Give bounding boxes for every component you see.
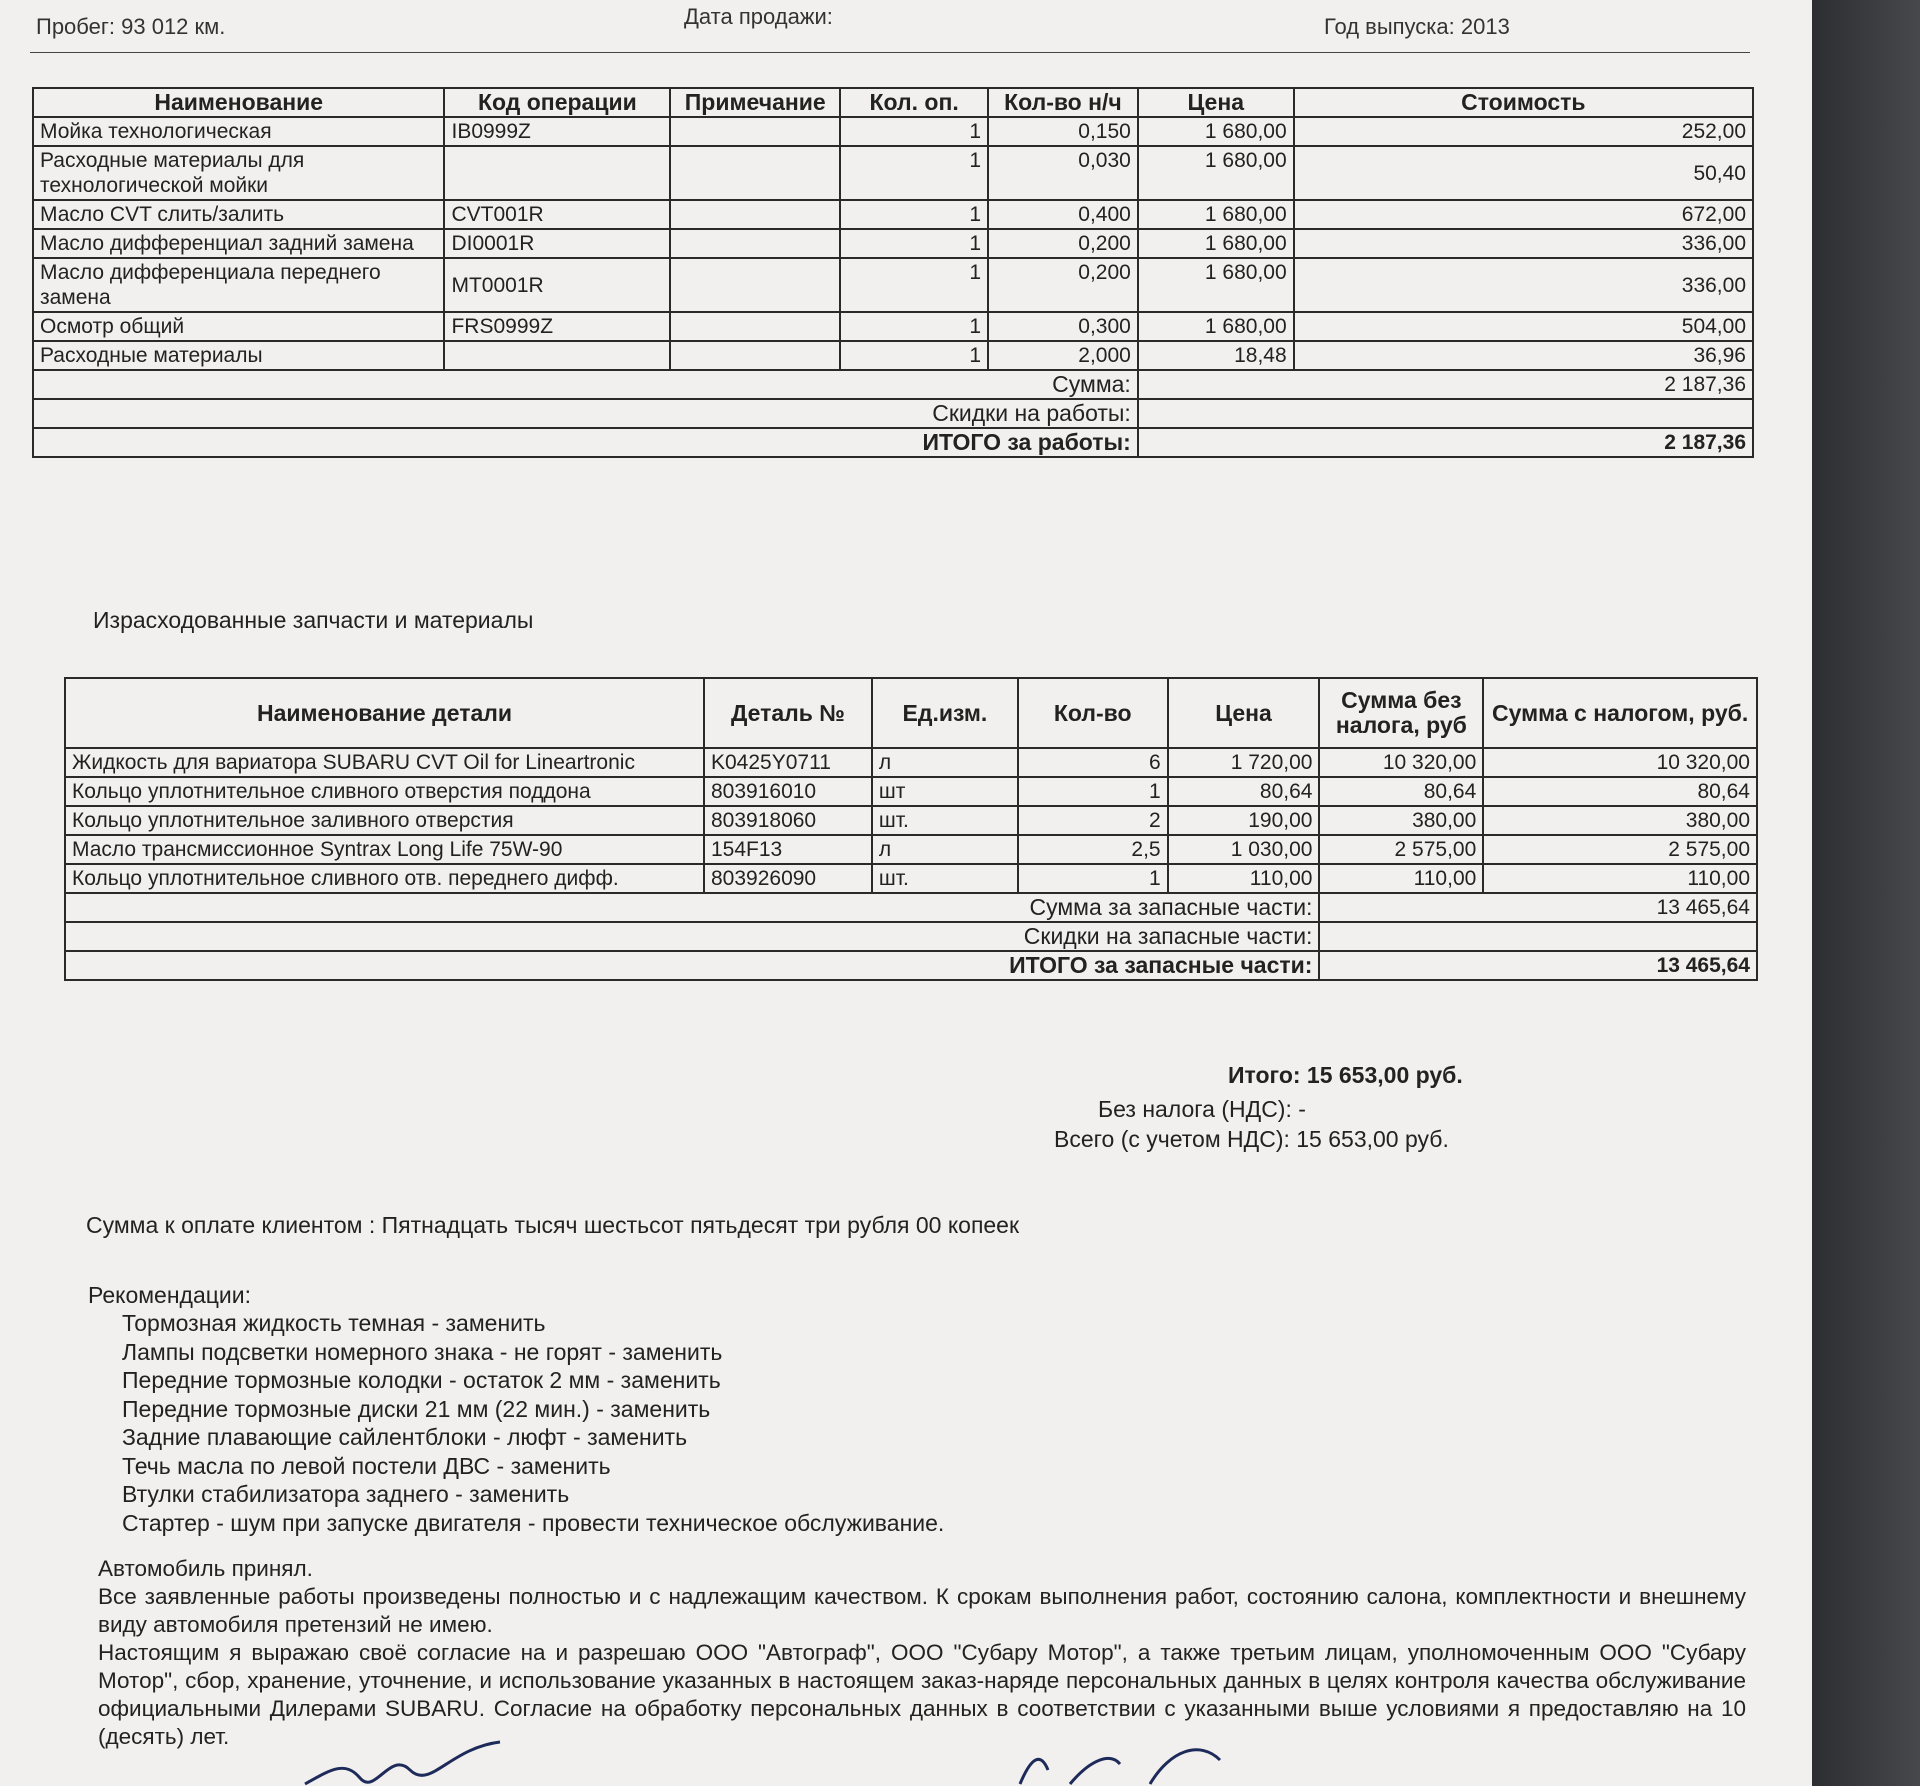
works-discount-row — [33, 399, 1753, 428]
cell-code — [444, 341, 670, 370]
cell-ops: 1 — [840, 229, 988, 258]
works-discount-label: Скидки на работы: — [33, 399, 1138, 428]
list-item: Передние тормозные колодки - остаток 2 мм - заменить — [122, 1367, 721, 1393]
cell-price: 1 680,00 — [1138, 117, 1294, 146]
cell-price: 1 680,00 — [1138, 229, 1294, 258]
table-row — [33, 117, 1753, 146]
cell-code: MT0001R — [444, 258, 670, 312]
table-row — [65, 835, 1757, 864]
cell-ops: 1 — [840, 200, 988, 229]
list-item: Задние плавающие сайлентблоки - люфт - заменить — [122, 1424, 688, 1450]
col-qty: Кол-во — [1018, 678, 1168, 748]
cell-name: Масло трансмиссионное Syntrax Long Life 75W-90 — [65, 835, 704, 864]
cell-gross: 110,00 — [1483, 864, 1757, 893]
cell-gross: 10 320,00 — [1483, 748, 1757, 777]
acceptance-block — [98, 1555, 1746, 1751]
col-name: Наименование — [33, 88, 444, 117]
col-cost: Стоимость — [1294, 88, 1753, 117]
cell-name: Мойка технологическая — [33, 117, 444, 146]
cell-ops: 1 — [840, 146, 988, 200]
cell-net: 110,00 — [1319, 864, 1483, 893]
list-item: Втулки стабилизатора заднего - заменить — [122, 1481, 570, 1507]
works-total-row — [33, 428, 1753, 457]
payment-amount-text: Сумма к оплате клиентом : Пятнадцать тысяч шестьсот пятьдесят три рубля 00 копеек — [86, 1212, 1020, 1238]
cell-price: 18,48 — [1138, 341, 1294, 370]
works-sum-row — [33, 370, 1753, 399]
table-row — [33, 229, 1753, 258]
table-row — [33, 258, 1753, 312]
parts-sum-row — [65, 893, 1757, 922]
cell-net: 10 320,00 — [1319, 748, 1483, 777]
cell-hours: 2,000 — [988, 341, 1138, 370]
cell-ops: 1 — [840, 312, 988, 341]
cell-hours: 0,200 — [988, 258, 1138, 312]
cell-hours: 0,400 — [988, 200, 1138, 229]
cell-cost: 252,00 — [1294, 117, 1753, 146]
cell-qty: 2 — [1018, 806, 1168, 835]
cell-price: 80,64 — [1168, 777, 1320, 806]
cell-name: Кольцо уплотнительное заливного отверстия — [65, 806, 704, 835]
parts-table — [64, 677, 1758, 981]
cell-note — [670, 312, 840, 341]
parts-header-row — [65, 678, 1757, 748]
cell-code — [444, 146, 670, 200]
cell-cost: 336,00 — [1294, 229, 1753, 258]
parts-sum-value: 13 465,64 — [1319, 893, 1757, 922]
background-surface — [1812, 0, 1920, 1786]
cell-hours: 0,200 — [988, 229, 1138, 258]
cell-part-no: 803916010 — [704, 777, 872, 806]
cell-name: Осмотр общий — [33, 312, 444, 341]
cell-hours: 0,300 — [988, 312, 1138, 341]
acceptance-title: Автомобиль принял. — [98, 1556, 313, 1581]
parts-total-label: ИТОГО за запасные части: — [65, 951, 1319, 980]
cell-price: 1 680,00 — [1138, 146, 1294, 200]
cell-code: FRS0999Z — [444, 312, 670, 341]
cell-qty: 6 — [1018, 748, 1168, 777]
cell-cost: 336,00 — [1294, 258, 1753, 312]
cell-part-no: 154F13 — [704, 835, 872, 864]
table-row — [65, 864, 1757, 893]
cell-part-no: K0425Y0711 — [704, 748, 872, 777]
parts-total-value: 13 465,64 — [1319, 951, 1757, 980]
cell-code: DI0001R — [444, 229, 670, 258]
col-code: Код операции — [444, 88, 670, 117]
cell-price: 190,00 — [1168, 806, 1320, 835]
cell-cost: 504,00 — [1294, 312, 1753, 341]
col-gross: Сумма с налогом, руб. — [1483, 678, 1757, 748]
cell-price: 1 030,00 — [1168, 835, 1320, 864]
list-item: Стартер - шум при запуске двигателя - провести техническое обслуживание. — [122, 1509, 945, 1536]
cell-note — [670, 200, 840, 229]
cell-unit: л — [872, 748, 1018, 777]
list-item: Течь масла по левой постели ДВС - заменить — [122, 1452, 611, 1479]
master-signature-icon — [1000, 1740, 1240, 1786]
parts-discount-value — [1319, 922, 1757, 951]
cell-ops: 1 — [840, 258, 988, 312]
table-row — [33, 341, 1753, 370]
works-sum-label: Сумма: — [33, 370, 1138, 399]
header-divider — [30, 52, 1750, 53]
list-item: Передние тормозные диски 21 мм (22 мин.) - заменить — [122, 1395, 711, 1422]
cell-cost: 36,96 — [1294, 341, 1753, 370]
col-price: Цена — [1138, 88, 1294, 117]
cell-note — [670, 341, 840, 370]
cell-price: 1 680,00 — [1138, 312, 1294, 341]
cell-part-no: 803918060 — [704, 806, 872, 835]
cell-name: Кольцо уплотнительное сливного отв. переднего дифф. — [65, 864, 704, 893]
table-row — [65, 806, 1757, 835]
works-table — [32, 87, 1754, 458]
cell-gross: 2 575,00 — [1483, 835, 1757, 864]
grand-total-label: Итого: — [1228, 1062, 1301, 1088]
cell-ops: 1 — [840, 117, 988, 146]
parts-discount-label: Скидки на запасные части: — [65, 922, 1319, 951]
cell-name: Масло CVT слить/залить — [33, 200, 444, 229]
table-row — [33, 146, 1753, 200]
col-ops: Кол. оп. — [840, 88, 988, 117]
col-price: Цена — [1168, 678, 1320, 748]
grand-total — [1228, 1062, 1463, 1089]
cell-cost: 672,00 — [1294, 200, 1753, 229]
parts-total-row — [65, 951, 1757, 980]
cell-name: Кольцо уплотнительное сливного отверстия поддона — [65, 777, 704, 806]
customer-signature-icon — [300, 1740, 540, 1786]
works-sum-value: 2 187,36 — [1138, 370, 1753, 399]
acceptance-statement: Все заявленные работы произведены полностью и с надлежащим качеством. К срокам выполнения работ, состоянию салона, комплектности и внешнему виду автомобиля претензий не имею. — [98, 1584, 1746, 1637]
cell-net: 2 575,00 — [1319, 835, 1483, 864]
with-tax-label: Всего (с учетом НДС): — [1054, 1126, 1290, 1152]
cell-note — [670, 229, 840, 258]
cell-note — [670, 146, 840, 200]
cell-net: 80,64 — [1319, 777, 1483, 806]
cell-gross: 80,64 — [1483, 777, 1757, 806]
works-header-row — [33, 88, 1753, 117]
cell-unit: шт — [872, 777, 1018, 806]
no-tax-line — [1098, 1096, 1306, 1123]
table-row — [33, 312, 1753, 341]
cell-name: Расходные материалы — [33, 341, 444, 370]
works-total-value: 2 187,36 — [1138, 428, 1753, 457]
parts-discount-row — [65, 922, 1757, 951]
consent-text: Настоящим я выражаю своё согласие на и разрешаю ООО "Автограф", ООО "Субару Мотор", а также третьим лицам, уполномоченным ООО "Субару Мотор", сбор, хранение, уточнение, и использование указанных в настоящем заказ-наряде персональных данных в целях контроля качества обслуживание официальными Дилерами SUBARU. Согласие на обработку персональных данных в соответствии с указанными выше условиями я предоставляю на 10 (десять) лет. — [98, 1640, 1746, 1749]
cell-name: Масло дифференциала переднего замена — [33, 258, 444, 312]
sale-date-label: Дата продажи: — [684, 4, 833, 29]
year-label — [1324, 14, 1510, 40]
cell-hours: 0,150 — [988, 117, 1138, 146]
cell-code: IB0999Z — [444, 117, 670, 146]
col-hours: Кол-во н/ч — [988, 88, 1138, 117]
table-row — [65, 777, 1757, 806]
cell-qty: 2,5 — [1018, 835, 1168, 864]
col-part-name: Наименование детали — [65, 678, 704, 748]
cell-name: Жидкость для вариатора SUBARU CVT Oil for Lineartronic — [65, 748, 704, 777]
mileage: Пробег: 93 012 км. — [36, 14, 226, 39]
with-tax-line — [1054, 1126, 1449, 1153]
works-discount-value — [1138, 399, 1753, 428]
parts-sum-label: Сумма за запасные части: — [65, 893, 1319, 922]
cell-hours: 0,030 — [988, 146, 1138, 200]
cell-cost: 50,40 — [1294, 146, 1753, 200]
cell-net: 380,00 — [1319, 806, 1483, 835]
col-net: Сумма без налога, руб — [1319, 678, 1483, 748]
cell-qty: 1 — [1018, 864, 1168, 893]
cell-name: Масло дифференциал задний замена — [33, 229, 444, 258]
year-value: 2013 — [1460, 14, 1510, 39]
cell-price: 1 680,00 — [1138, 200, 1294, 229]
cell-unit: л — [872, 835, 1018, 864]
cell-price: 110,00 — [1168, 864, 1320, 893]
year-label-text: Год выпуска: — [1324, 14, 1455, 39]
table-row — [65, 748, 1757, 777]
col-part-no: Деталь № — [704, 678, 872, 748]
cell-qty: 1 — [1018, 777, 1168, 806]
list-item: Тормозная жидкость темная - заменить — [122, 1310, 546, 1336]
cell-note — [670, 258, 840, 312]
cell-price: 1 720,00 — [1168, 748, 1320, 777]
col-unit: Ед.изм. — [872, 678, 1018, 748]
cell-unit: шт. — [872, 806, 1018, 835]
col-note: Примечание — [670, 88, 840, 117]
cell-ops: 1 — [840, 341, 988, 370]
list-item: Лампы подсветки номерного знака - не горят - заменить — [122, 1338, 723, 1365]
with-tax-value: 15 653,00 руб. — [1296, 1126, 1449, 1152]
grand-total-value: 15 653,00 руб. — [1306, 1062, 1463, 1088]
cell-code: CVT001R — [444, 200, 670, 229]
recommendations-title: Рекомендации: — [88, 1282, 252, 1308]
parts-section-title: Израсходованные запчасти и материалы — [93, 607, 534, 633]
works-total-label: ИТОГО за работы: — [33, 428, 1138, 457]
cell-note — [670, 117, 840, 146]
table-row — [33, 200, 1753, 229]
cell-unit: шт. — [872, 864, 1018, 893]
no-tax-label: Без налога (НДС): — [1098, 1096, 1292, 1122]
cell-name: Расходные материалы для технологической мойки — [33, 146, 444, 200]
no-tax-value: - — [1298, 1096, 1306, 1122]
cell-gross: 380,00 — [1483, 806, 1757, 835]
cell-part-no: 803926090 — [704, 864, 872, 893]
cell-price: 1 680,00 — [1138, 258, 1294, 312]
recommendations-list — [122, 1309, 944, 1537]
